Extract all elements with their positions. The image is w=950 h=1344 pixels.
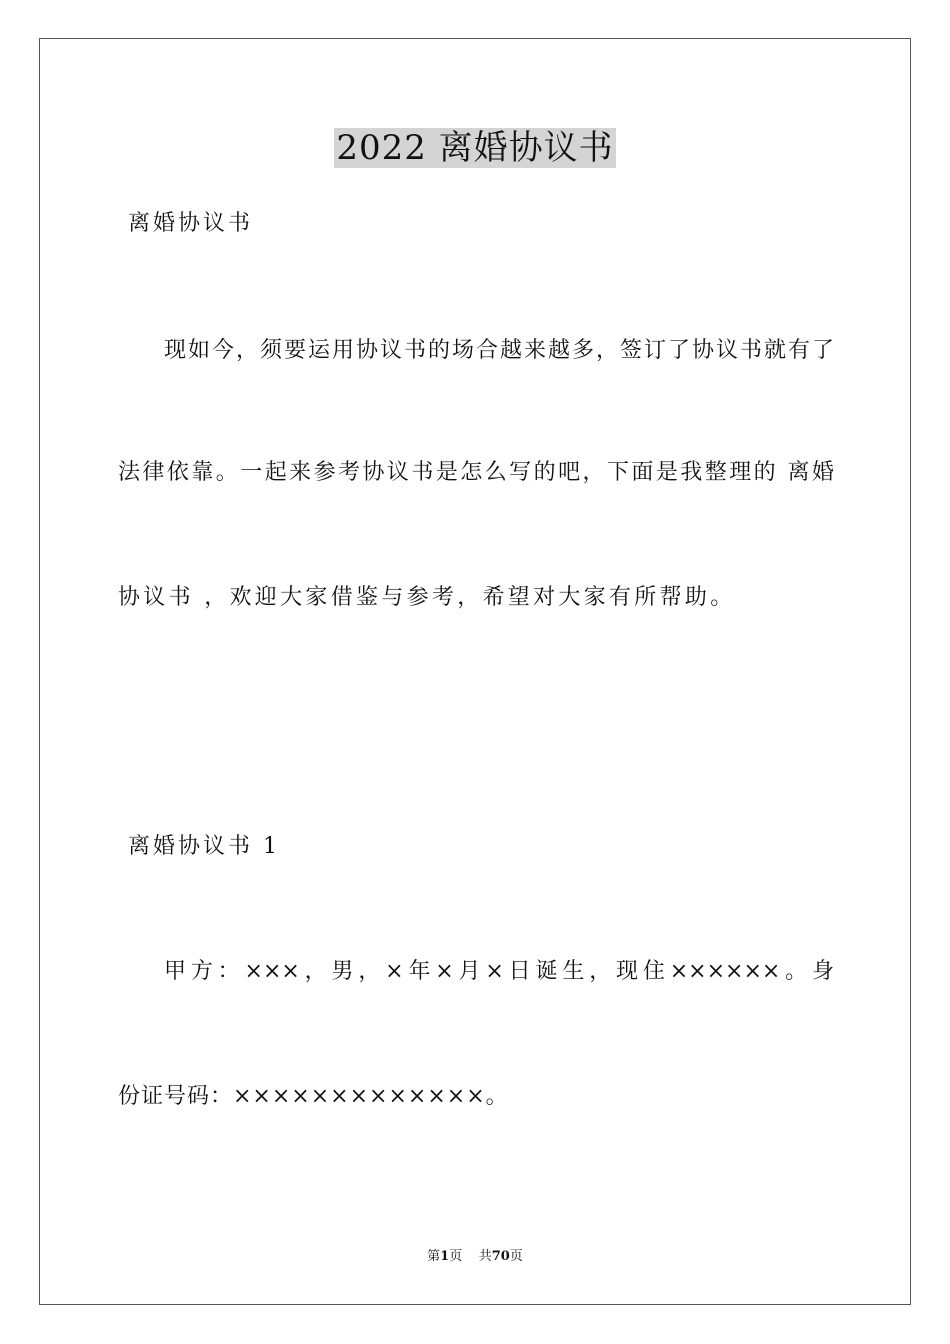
document-subtitle: 离婚协议书 <box>128 211 254 236</box>
party-a-line-1: 甲方：×××，男，×年×月×日诞生，现住××××××。身 <box>164 959 834 984</box>
document-title-text: 2022 离婚协议书 <box>336 128 614 168</box>
section-heading: 离婚协议书 1 <box>128 834 280 859</box>
document-title <box>0 126 950 170</box>
footer-prefix: 第 <box>427 1249 441 1264</box>
party-a-line-2: 份证号码：×××××××××××××。 <box>118 1084 509 1109</box>
footer-total-unit: 页 <box>509 1249 523 1264</box>
footer-total-prefix: 共 <box>478 1249 492 1264</box>
footer-total-pages: 70 <box>491 1249 510 1264</box>
footer-page-unit: 页 <box>449 1249 463 1264</box>
page-footer <box>0 1248 950 1266</box>
intro-line-2: 法律依靠。一起来参考协议书是怎么写的吧，下面是我整理的 离婚 <box>118 460 834 485</box>
footer-page-number: 1 <box>440 1249 450 1264</box>
intro-line-3: 协议书 ，欢迎大家借鉴与参考，希望对大家有所帮助。 <box>118 585 736 610</box>
intro-line-1: 现如今，须要运用协议书的场合越来越多，签订了协议书就有了 <box>164 338 834 363</box>
